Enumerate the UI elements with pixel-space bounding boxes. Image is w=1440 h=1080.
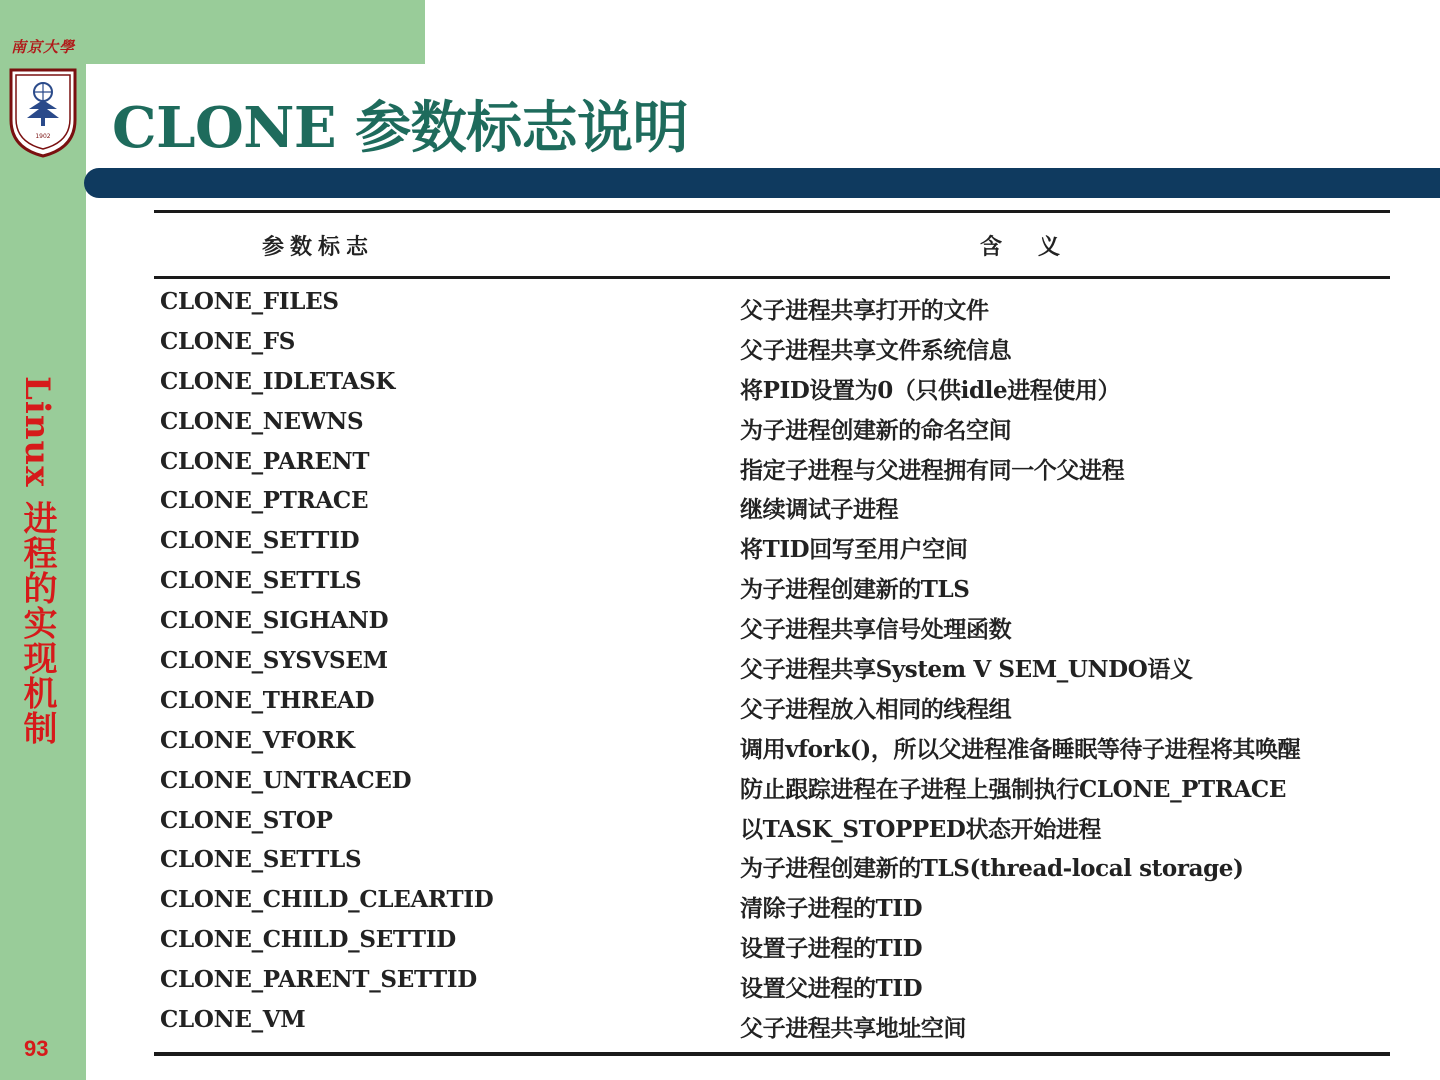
flag-cell: CLONE_THREAD [160, 686, 375, 714]
table-bottom-rule [154, 1052, 1390, 1056]
flag-cell: CLONE_NEWNS [160, 407, 364, 435]
description-cell: 继续调试子进程 [740, 496, 899, 524]
table-row [154, 406, 1390, 446]
flag-cell: CLONE_PTRACE [160, 487, 369, 515]
table-row [154, 725, 1390, 765]
flag-cell: CLONE_SETTLS [160, 846, 362, 874]
table-row [154, 446, 1390, 486]
flag-cell: CLONE_VM [160, 1006, 306, 1034]
description-cell: 为子进程创建新的TLS(thread-local storage) [740, 855, 1244, 883]
description-cell: 父子进程共享地址空间 [740, 1015, 967, 1043]
university-logo [4, 34, 82, 158]
flag-cell: CLONE_CHILD_SETTID [160, 926, 456, 954]
flag-cell: CLONE_SYSVSEM [160, 647, 388, 675]
flag-cell: CLONE_CHILD_CLEARTID [160, 886, 494, 914]
description-cell: 父子进程共享信号处理函数 [740, 616, 1012, 644]
description-cell: 父子进程共享System V SEM_UNDO语义 [740, 656, 1193, 684]
table-row [154, 924, 1390, 964]
vertical-section-label: Linux 进程的实现机制 [17, 376, 57, 746]
flag-cell: CLONE_FS [160, 327, 296, 355]
table-top-rule [154, 210, 1390, 213]
table-row [154, 765, 1390, 805]
description-cell: 父子进程共享文件系统信息 [740, 336, 1012, 364]
description-cell: 父子进程放入相同的线程组 [740, 695, 1012, 723]
table-row [154, 1004, 1390, 1044]
header-flag: 参数标志 [262, 234, 375, 260]
description-cell: 设置父进程的TID [740, 975, 923, 1003]
flag-cell: CLONE_UNTRACED [160, 766, 412, 794]
flag-cell: CLONE_SETTID [160, 527, 360, 555]
table-row [154, 964, 1390, 1004]
description-cell: 为子进程创建新的TLS [740, 576, 970, 604]
description-cell: 防止跟踪进程在子进程上强制执行CLONE_PTRACE [740, 775, 1286, 803]
flag-cell: CLONE_STOP [160, 806, 333, 834]
flag-cell: CLONE_VFORK [160, 726, 355, 754]
page-number: 93 [24, 1036, 49, 1061]
table-row [154, 884, 1390, 924]
table-row [154, 844, 1390, 884]
flag-cell: CLONE_PARENT_SETTID [160, 966, 477, 994]
table-row [154, 366, 1390, 406]
description-cell: 调用vfork()，所以父进程准备睡眠等待子进程将其唤醒 [740, 735, 1301, 763]
description-cell: 指定子进程与父进程拥有同一个父进程 [740, 456, 1125, 484]
table-row [154, 805, 1390, 845]
description-cell: 以TASK_STOPPED状态开始进程 [740, 815, 1102, 843]
flag-cell: CLONE_SIGHAND [160, 607, 389, 635]
title-underline-bar [84, 168, 1440, 198]
table-row [154, 605, 1390, 645]
svg-text:1902: 1902 [35, 133, 51, 140]
table-row [154, 485, 1390, 525]
clone-flags-table [154, 210, 1390, 1060]
flag-cell: CLONE_IDLETASK [160, 367, 396, 395]
table-row [154, 286, 1390, 326]
table-row [154, 326, 1390, 366]
flag-cell: CLONE_PARENT [160, 447, 370, 475]
description-cell: 父子进程共享打开的文件 [740, 297, 989, 324]
flag-cell: CLONE_FILES [160, 288, 339, 315]
table-header-rule [154, 276, 1390, 279]
svg-text:南京大學: 南京大學 [10, 38, 76, 56]
table-body [154, 286, 1390, 1044]
flag-cell: CLONE_SETTLS [160, 567, 362, 595]
slide-title: CLONE 参数标志说明 [112, 95, 689, 161]
header-meaning: 含义 [980, 234, 1097, 260]
description-cell: 将PID设置为0（只供idle进程使用） [740, 376, 1121, 404]
description-cell: 为子进程创建新的命名空间 [740, 416, 1012, 444]
description-cell: 设置子进程的TID [740, 935, 923, 963]
table-row [154, 565, 1390, 605]
description-cell: 将TID回写至用户空间 [740, 536, 968, 564]
description-cell: 清除子进程的TID [740, 895, 923, 923]
table-row [154, 685, 1390, 725]
table-row [154, 645, 1390, 685]
table-row [154, 525, 1390, 565]
